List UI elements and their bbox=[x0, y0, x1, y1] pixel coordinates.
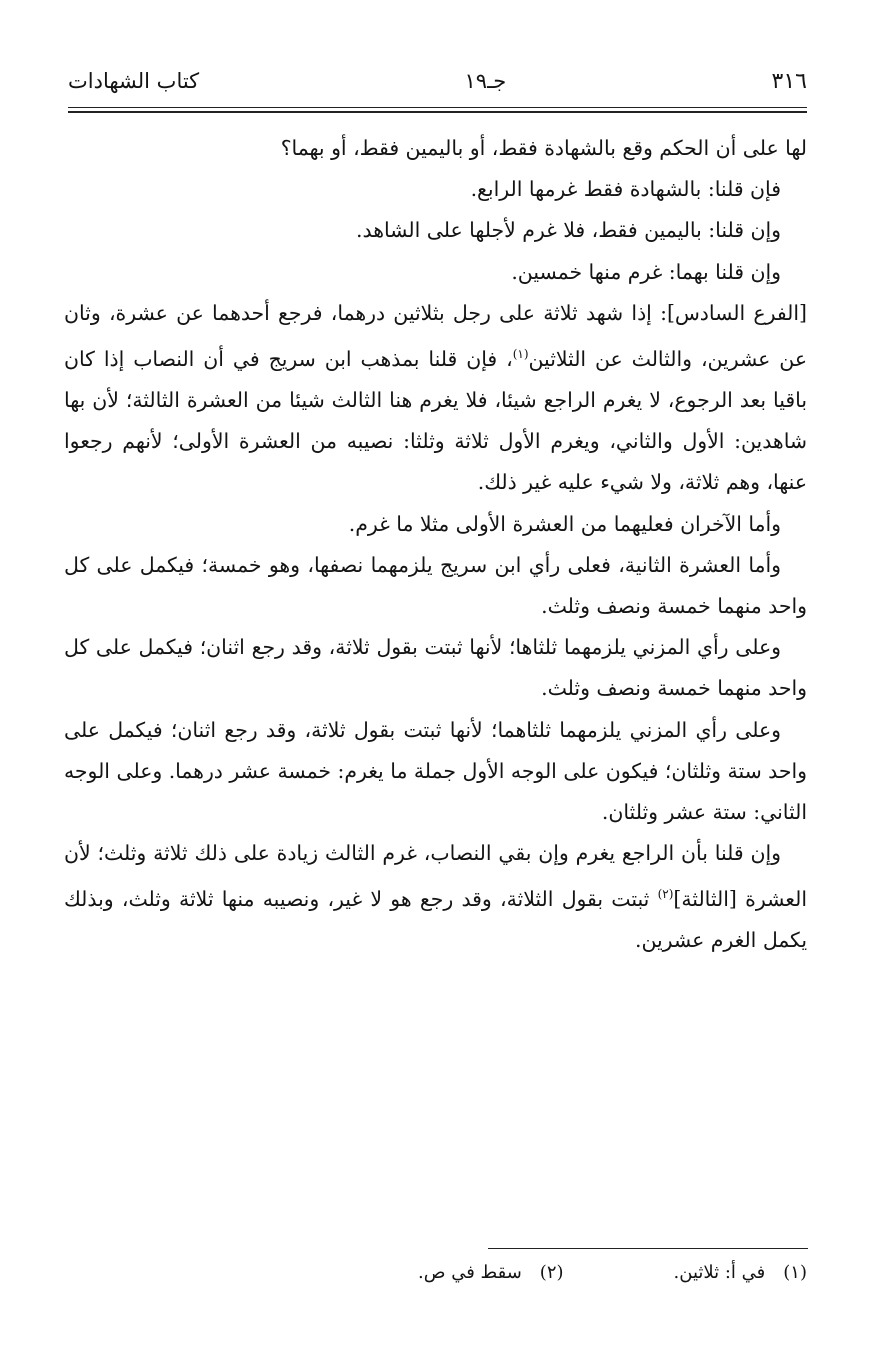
header-rule-thick bbox=[68, 111, 807, 113]
book-title: كتاب الشهادات bbox=[68, 69, 200, 93]
paragraph: وعلى رأي المزني يلزمهما ثلثاها؛ لأنها ثبتت بقول ثلاثة، وقد رجع اثنان؛ فيكمل على كل واحد منهما خمسة ونصف وثلث. bbox=[64, 635, 807, 701]
paragraph-text: ، فإن قلنا بمذهب ابن سريج في أن النصاب إذا كان باقيا بعد الرجوع، لا يغرم الراجع شيئا، فلا يغرم هنا الثالث شيئا من العشرة الثالثة؛ لأن بها شاهدين: الأول والثاني، ويغرم الأول ثلاثة وثلثا: نصيبه من العشرة الأولى؛ لأنهم رجعوا عنها، وهم ثلاثة، ولا شيء عليه غير ذلك. bbox=[64, 346, 807, 495]
page-number: ٣١٦ bbox=[771, 68, 807, 94]
paragraph: وأما العشرة الثانية، فعلى رأي ابن سريج يلزمهما نصفها، وهو خمسة؛ فيكمل على كل واحد منهما خمسة ونصف وثلث. bbox=[64, 552, 807, 619]
footnote-text: في أ: ثلاثين. bbox=[673, 1262, 766, 1283]
footnote bbox=[418, 1262, 564, 1283]
paragraph: وعلى رأي المزني يلزمهما ثلثاهما؛ لأنها ثبتت بقول ثلاثة، وقد رجع اثنان؛ فيكمل على واحد ستة وثلثان؛ فيكون على الوجه الأول جملة ما يغرم: خمسة عشر درهما. وعلى الوجه الثاني: ستة عشر وثلثان. bbox=[64, 717, 807, 825]
footnote-marker: (٢) bbox=[539, 1262, 564, 1283]
footnote-text: سقط في ص. bbox=[417, 1262, 522, 1283]
paragraph-text: [الفرع السادس]: إذا شهد ثلاثة على رجل بثلاثين درهما، فرجع أحدهما عن عشرة، وثان عن عشرين، والثالث عن الثلاثين bbox=[64, 300, 807, 371]
main-text bbox=[64, 128, 807, 962]
footnote-marker: (١) bbox=[783, 1262, 807, 1283]
paragraph: وأما الآخران فعليهما من العشرة الأولى مثلا ما غرم. bbox=[348, 511, 781, 536]
paragraph-text: وإن قلنا بأن الراجع يغرم وإن بقي النصاب، غرم الثالث زيادة على ذلك ثلاثة وثلث؛ لأن العشرة [الثالثة] bbox=[64, 841, 807, 912]
footnote-ref: (١) bbox=[512, 347, 529, 362]
paragraph: فإن قلنا: بالشهادة فقط غرمها الرابع. bbox=[470, 177, 781, 202]
header-rule-thin bbox=[68, 107, 807, 108]
volume-label: جـ١٩ bbox=[464, 69, 507, 93]
paragraph-text: ثبتت بقول الثلاثة، وقد رجع هو لا غير، ونصيبه منها ثلاثة وثلث، وبذلك يكمل الغرم عشرين. bbox=[64, 887, 807, 953]
footnotes bbox=[260, 1262, 807, 1283]
footnote-ref: (٢) bbox=[657, 887, 674, 902]
paragraph: وإن قلنا: باليمين فقط، فلا غرم لأجلها على الشاهد. bbox=[356, 218, 781, 243]
footnote-rule bbox=[488, 1248, 808, 1249]
paragraph-section-six bbox=[64, 293, 807, 504]
paragraph: وإن قلنا بهما: غرم منها خمسين. bbox=[511, 259, 781, 284]
paragraph: لها على أن الحكم وقع بالشهادة فقط، أو باليمين فقط، أو بهما؟ bbox=[280, 136, 807, 160]
footnote bbox=[674, 1262, 807, 1283]
paragraph-final bbox=[64, 833, 807, 961]
page-header bbox=[68, 63, 807, 99]
